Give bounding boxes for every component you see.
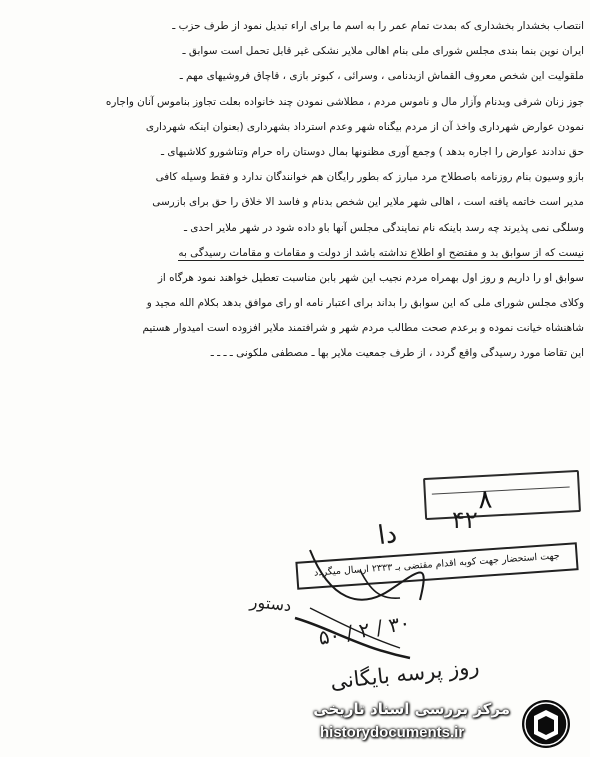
watermark-url[interactable]: historydocuments.ir (320, 724, 465, 741)
letter-line (8, 140, 584, 165)
letter-line (8, 14, 584, 39)
letter-line-text: نمودن عوارض شهرداری واخذ آن از مردم بیگناه شهر وعدم استرداد بشهرداری (بعنوان اینکه شهرداری (145, 120, 584, 133)
letter-line-text: جوز زنان شرفی وبدنام وآزار مال و ناموس مردم ، مطلاشی نمودن چند خانواده بعلت تجاوز بناموس آنان واجاره (105, 95, 584, 108)
letter-line-text: ملقولیت این شخص معروف القماش ازبدنامی ، وسرائی ، کبوتر بازی ، قاچاق فروشیهای مهم ـ (179, 70, 584, 83)
letter-line (8, 316, 584, 341)
registration-stamp-header (431, 476, 569, 494)
archive-logo-icon (520, 698, 572, 750)
letter-line (8, 190, 584, 215)
letter-line (8, 165, 584, 190)
letter-line-text: حق ندادند عوارض را اجاره بدهد ) وجمع آوری مظنونها بمال دوستان راه حرام وتناشورو کلاشیهای ـ (161, 145, 584, 158)
letter-line (8, 341, 584, 366)
letter-line-text: انتصاب بخشدار بخشداری که بمدت تمام عمر را به اسم ما برای اراء تبدیل نمود از طرف حزب ـ (172, 20, 584, 32)
letter-line-text: سوابق او را داریم و روز اول بهمراه مردم نجیب این شهر بابن مناسبت تعطیل خواهند نمود هرگاه از (157, 271, 584, 284)
letter-line-text: وکلای مجلس شورای ملی که این سوابق را بداند برای اعتبار نامه او رای موافق بدهد بکلام الله مجید و (146, 297, 584, 310)
handwritten-date: ۳۰ / ۲ / ۵۰ (316, 610, 413, 650)
letter-line (8, 291, 584, 316)
letter-line-text: شاهنشاه خیانت نموده و برعدم صحت مطالب مردم شهر و شرافتمند ملایر افزوده است امیدوار هستیم (142, 322, 584, 335)
letter-line (8, 64, 584, 89)
watermark-title: مرکز بررسی اسناد تاریخی (313, 700, 510, 718)
letter-line-text: بازو وسیون بنام روزنامه باصطلاح مرد مبارز که بطور رایگان هم خوانندگان ندارد و فقط وسیله کافی (155, 171, 584, 184)
handwritten-initial: دا (376, 518, 399, 552)
handwritten-bottom-note: روز پرسه بایگانی (329, 654, 481, 694)
letter-line-text: نیست که از سوابق بد و مفتضح او اطلاع نداشته باشد از دولت و مقامات و مقامات رسیدگی به (178, 246, 584, 259)
letter-line-text: ایران نوین بنما بندی مجلس شورای ملی بنام اهالی ملایر نشکی غیر قابل تحمل است سوابق ـ (182, 45, 584, 58)
registration-sub-number: ۴۲ (452, 506, 478, 534)
handwritten-note-left: دستور (249, 591, 293, 616)
letter-line-text: این تقاضا مورد رسیدگی واقع گردد ، از طرف جمعیت ملایر بها ـ مصطفی ملکونی ـ ـ ـ ـ (210, 347, 584, 360)
letter-line (8, 39, 584, 64)
letter-body (8, 14, 584, 367)
registration-number: ۸ (477, 484, 493, 516)
letter-line (8, 90, 584, 115)
letter-line (8, 216, 584, 241)
letter-line-text: وسلگی نمی پذیرند چه رسد باینکه نام نمایندگی مجلس آنها باو داده شود در شهر ملایر احدی ـ (183, 221, 584, 234)
letter-line-text: مدیر است خاتمه یافته است ، اهالی شهر ملایر این شخص بدنام و فاسد الا خلاق را حق برای بازرسی (152, 196, 584, 209)
letter-line (8, 266, 584, 291)
letter-line (8, 241, 584, 266)
routing-stamp: جهت استحضار جهت کوبه اقدام مقتضی بـ ۲۳۳۳ ارسال میگردد (295, 542, 578, 590)
registration-stamp (423, 470, 581, 520)
letter-line (8, 115, 584, 140)
